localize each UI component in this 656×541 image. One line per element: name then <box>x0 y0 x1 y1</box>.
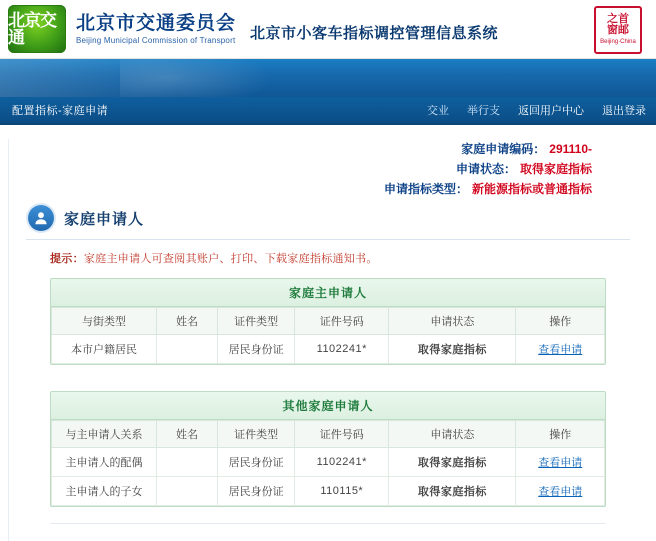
system-name: 北京市小客车指标调控管理信息系统 <box>250 24 499 42</box>
cell-id-no: 110115* <box>295 477 389 506</box>
tip-body: 家庭主申请人可查阅其账户、打印、下载家庭指标通知书。 <box>83 253 378 265</box>
apply-code-value: 291110- <box>549 142 592 156</box>
view-application-link[interactable]: 查看申请 <box>538 457 583 469</box>
cell-status: 取得家庭指标 <box>389 335 516 364</box>
footer-divider <box>50 523 606 524</box>
left-rule <box>8 139 9 541</box>
title-divider <box>26 239 630 240</box>
site-title-block <box>76 13 236 46</box>
site-title-cn: 北京市交通委员会 <box>76 12 237 34</box>
cell-name <box>157 477 218 506</box>
cell-type: 本市户籍居民 <box>52 335 157 364</box>
apply-status-label: 申请状态： <box>455 162 516 176</box>
cell-name <box>157 448 218 477</box>
main-applicant-table <box>51 279 605 364</box>
main-applicant-table-wrap <box>50 278 606 365</box>
cell-id-no: 1102241* <box>295 335 389 364</box>
table-header-row <box>52 308 605 335</box>
cell-id-type: 居民身份证 <box>217 335 294 364</box>
col-type: 与街类型 <box>52 308 157 335</box>
nav-link-0[interactable]: 交业 <box>427 105 449 117</box>
nav-links <box>427 97 646 123</box>
site-header <box>0 0 656 59</box>
apply-type-label: 申请指标类型： <box>383 182 468 196</box>
red-seal-icon <box>594 6 642 54</box>
apply-status-value: 取得家庭指标 <box>519 162 592 176</box>
nav-link-user-center[interactable]: 返回用户中心 <box>518 105 584 117</box>
view-application-link[interactable]: 查看申请 <box>538 344 583 356</box>
page-title: 家庭申请人 <box>64 210 145 228</box>
view-application-link[interactable]: 查看申请 <box>538 486 583 498</box>
cell-op <box>516 335 605 364</box>
col-status: 申请状态 <box>389 308 516 335</box>
transport-logo <box>8 5 66 53</box>
nav-link-logout[interactable]: 退出登录 <box>602 105 646 117</box>
user-avatar-icon <box>28 205 54 231</box>
table-row <box>52 448 605 477</box>
seal-bottom-text: 窗邮 <box>607 24 629 36</box>
table-row <box>52 335 605 364</box>
status-line-type <box>16 179 592 199</box>
col-id-no: 证件号码 <box>295 421 389 448</box>
table-spacer <box>16 365 640 379</box>
seal-en-text: Beijing·China <box>600 39 636 45</box>
cell-id-type: 居民身份证 <box>217 448 294 477</box>
col-id-type: 证件类型 <box>217 421 294 448</box>
cell-name <box>157 335 218 364</box>
nav-link-1[interactable]: 举行支 <box>467 105 500 117</box>
other-table-caption: 其他家庭申请人 <box>51 392 605 420</box>
section-header <box>28 205 640 231</box>
col-status: 申请状态 <box>389 421 516 448</box>
cell-id-no: 1102241* <box>295 448 389 477</box>
cell-op <box>516 448 605 477</box>
seal-top-text: 之首 <box>607 13 629 25</box>
status-line-status <box>16 159 592 179</box>
apply-type-value: 新能源指标或普通指标 <box>471 182 592 196</box>
col-relation: 与主申请人关系 <box>52 421 157 448</box>
col-name: 姓名 <box>157 421 218 448</box>
col-op: 操作 <box>516 421 605 448</box>
cell-op <box>516 477 605 506</box>
cell-status: 取得家庭指标 <box>389 477 516 506</box>
cell-relation: 主申请人的子女 <box>52 477 157 506</box>
site-title-en: Beijing Municipal Commission of Transport <box>76 35 236 45</box>
application-status-block <box>16 139 640 199</box>
logo-glyph: 北京交通 <box>8 11 56 47</box>
other-applicants-table-wrap <box>50 391 606 507</box>
other-applicants-table <box>51 392 605 506</box>
main-content <box>0 139 656 541</box>
status-line-code <box>16 139 592 159</box>
main-table-caption: 家庭主申请人 <box>51 279 605 307</box>
table-header-row <box>52 421 605 448</box>
cell-relation: 主申请人的配偶 <box>52 448 157 477</box>
navigation-bar <box>0 97 656 125</box>
col-id-no: 证件号码 <box>295 308 389 335</box>
col-name: 姓名 <box>157 308 218 335</box>
banner-image <box>0 59 656 97</box>
col-op: 操作 <box>516 308 605 335</box>
apply-code-label: 家庭申请编码： <box>461 142 546 156</box>
tip-text <box>50 250 640 266</box>
tip-prefix: 提示： <box>50 253 84 265</box>
table-row <box>52 477 605 506</box>
col-id-type: 证件类型 <box>217 308 294 335</box>
cell-status: 取得家庭指标 <box>389 448 516 477</box>
breadcrumb: 配置指标-家庭申请 <box>12 105 109 117</box>
cell-id-type: 居民身份证 <box>217 477 294 506</box>
